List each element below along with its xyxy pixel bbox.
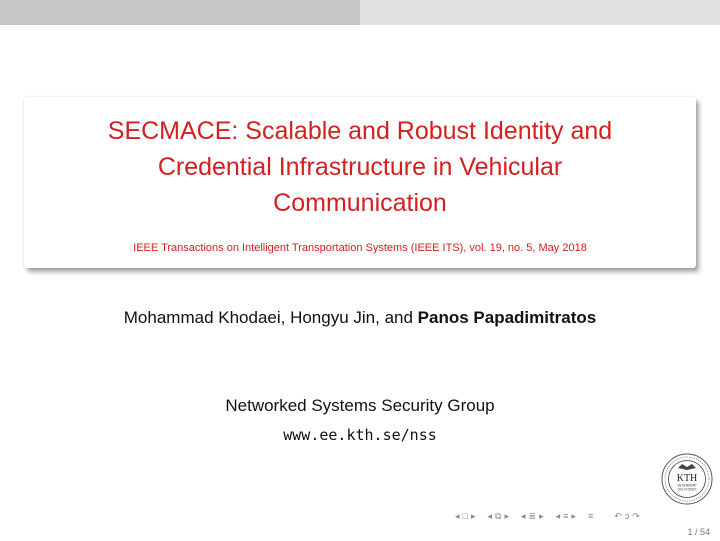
logo-name: KTH bbox=[676, 473, 698, 484]
title-box bbox=[24, 97, 696, 268]
publication-subtitle: IEEE Transactions on Intelligent Transportation Systems (IEEE ITS), vol. 19, no. 5, May 2018 bbox=[133, 242, 587, 254]
beamer-navigation bbox=[455, 508, 640, 524]
nav-prev-subsection-icon[interactable]: ◂ bbox=[487, 510, 493, 521]
nav-frame-icon[interactable]: □ bbox=[462, 511, 468, 521]
logo-motto-2: OCH KONST bbox=[677, 487, 697, 492]
nav-prev-frame-icon[interactable]: ◂ bbox=[455, 510, 460, 521]
authors-regular: Mohammad Khodaei, Hongyu Jin, and bbox=[123, 308, 418, 327]
nav-document-icon[interactable]: ≡ bbox=[587, 511, 594, 521]
title-line-3: Communication bbox=[273, 189, 447, 217]
authors-bold: Panos Papadimitratos bbox=[417, 308, 597, 327]
logo-motto-1: VETENSKAP bbox=[677, 483, 697, 488]
nav-search-icon[interactable]: ɔ bbox=[624, 511, 630, 521]
nav-prev-section-icon[interactable]: ◂ bbox=[521, 510, 526, 521]
kth-logo bbox=[661, 453, 713, 505]
nav-prev-part-icon[interactable]: ◂ bbox=[555, 510, 561, 521]
nav-forward-icon[interactable]: ↷ bbox=[632, 510, 640, 521]
nav-part-icon[interactable]: ≡ bbox=[563, 511, 569, 521]
slide-title bbox=[54, 113, 666, 221]
page-number: 1 / 54 bbox=[687, 527, 710, 537]
nav-next-subsection-icon[interactable]: ▸ bbox=[504, 510, 509, 521]
title-line-2: Credential Infrastructure in Vehicular bbox=[157, 153, 563, 181]
nav-next-frame-icon[interactable]: ▸ bbox=[470, 510, 476, 521]
research-group: Networked Systems Security Group bbox=[225, 396, 495, 415]
author-list bbox=[0, 308, 720, 328]
nav-section-icon[interactable]: ≣ bbox=[528, 510, 537, 521]
nav-subsection-icon[interactable]: ⧉ bbox=[495, 510, 502, 521]
nav-next-section-icon[interactable]: ▸ bbox=[539, 510, 544, 521]
progress-fill bbox=[0, 0, 360, 25]
nav-back-icon[interactable]: ↶ bbox=[614, 510, 622, 521]
nav-next-part-icon[interactable]: ▸ bbox=[571, 510, 576, 521]
group-url[interactable]: www.ee.kth.se/nss bbox=[283, 426, 437, 444]
title-line-1: SECMACE: Scalable and Robust Identity and bbox=[107, 117, 613, 145]
progress-bar bbox=[0, 0, 720, 25]
